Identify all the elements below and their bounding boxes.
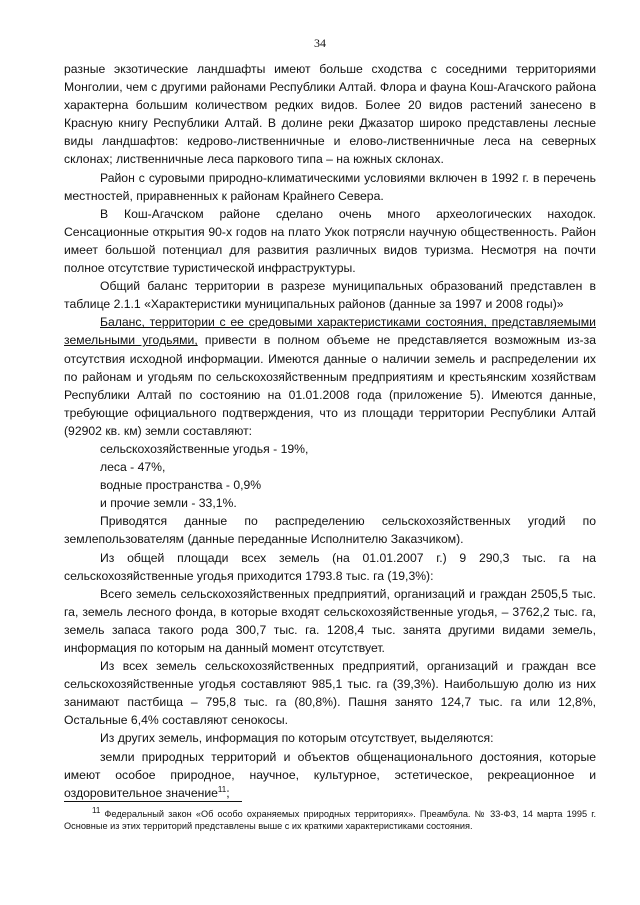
paragraph: разные экзотические ландшафты имеют больше сходства с соседними территориями Монголии, чем с другими районами Республики Алтай. Флора и фауна Кош-Агачского района характерна большим количеством редких видов. Более 20 видов растений занесено в Красную книгу Республики Алтай. В долине реки Джазатор широко представлены лесные виды ландшафтов: кедрово-лиственничные и елово-лиственничные леса на северных склонах; лиственничные леса паркового типа – на южных склонах. xyxy=(64,62,596,167)
paragraph xyxy=(64,748,596,802)
paragraph: Район с суровыми природно-климатическими условиями включен в 1992 г. в перечень местностей, приравненных к районам Крайнего Севера. xyxy=(64,170,596,203)
footnote-body: Федеральный закон «Об особо охраняемых природных территориях». Преамбула. № 33-ФЗ, 14 марта 1995 г. Основные из этих территорий представлены выше с их краткими характеристиками состояния. xyxy=(64,809,596,832)
body-text xyxy=(64,60,596,802)
paragraph: Приводятся данные по распределению сельскохозяйственных угодий по землепользователям (данные переданные Исполнителю Заказчиком). xyxy=(64,514,596,547)
paragraph xyxy=(64,313,596,440)
paragraph-punctuation: ; xyxy=(226,785,230,800)
footnote xyxy=(64,805,596,833)
underlined-phrase: Баланс, территории с ее средовыми характеристиками состояния, представляемыми земельными угодьями, xyxy=(64,315,596,348)
footnote-text xyxy=(64,805,596,833)
paragraph-text: земли природных территорий и объектов общенационального достояния, которые имеют особое природное, научное, культурное, эстетическое, рекреационное и оздоровительное значение xyxy=(64,749,596,800)
page-number: 34 xyxy=(314,36,326,50)
paragraph: Общий баланс территории в разрезе муниципальных образований представлен в таблице 2.1.1 «Характеристики муниципальных районов (данные за 1997 и 2008 годы)» xyxy=(64,279,596,312)
list-item: леса - 47%, xyxy=(100,460,166,475)
footnote-marker: 11 xyxy=(92,805,101,815)
list-item: и прочие земли - 33,1%. xyxy=(100,496,237,511)
paragraph: Всего земель сельскохозяйственных предприятий, организаций и граждан 2505,5 тыс. га, земель лесного фонда, в которые входят сельскохозяйственные угодья, – 3762,2 тыс. га, земель запаса такого рода 300,7 тыс. га. 1208,4 тыс. занята другими видами земель, информация по которым на данный момент отсутствует. xyxy=(64,586,596,655)
paragraph: Из других земель, информация по которым отсутствует, выделяются: xyxy=(100,731,494,746)
paragraph: Из всех земель сельскохозяйственных предприятий, организаций и граждан все сельскохозяйственные угодья составляют 985,1 тыс. га (39,3%). Наибольшую долю из них занимают пастбища – 795,8 тыс. га (80,8%). Пашня занято 124,7 тыс. га или 12,8%, Остальные 6,4% составляют сенокосы. xyxy=(64,659,596,728)
paragraph: В Кош-Агачском районе сделано очень много археологических находок. Сенсационные открытия 90-х годов на плато Укок потрясли научную общественность. Район имеет большой потенциал для развития различных видов туризма. Несмотря на почти полное отсутствие туристической инфраструктуры. xyxy=(64,206,596,276)
footnote-reference[interactable]: 11 xyxy=(217,784,227,794)
list-item: водные пространства - 0,9% xyxy=(100,478,262,493)
footnote-separator xyxy=(64,801,242,802)
paragraph-continuation: привести в полном объеме не представляется возможным из-за отсутствия исходной информации. Имеются данные о наличии земель и распределении их по районам и угодьям по сельскохозяйственным предприятиям и крестьянским хозяйствам Республики Алтай по состоянию на 01.01.2008 года (приложение 5). Имеются данные, требующие официального подтверждения, что из площади территории Республики Алтай (92902 кв. км) земли составляют: xyxy=(64,333,596,438)
paragraph: Из общей площади всех земель (на 01.01.2007 г.) 9 290,3 тыс. га на сельскохозяйственные угодья приходится 1793.8 тыс. га (19,3%): xyxy=(64,550,596,583)
list-item: сельскохозяйственные угодья - 19%, xyxy=(100,441,309,456)
